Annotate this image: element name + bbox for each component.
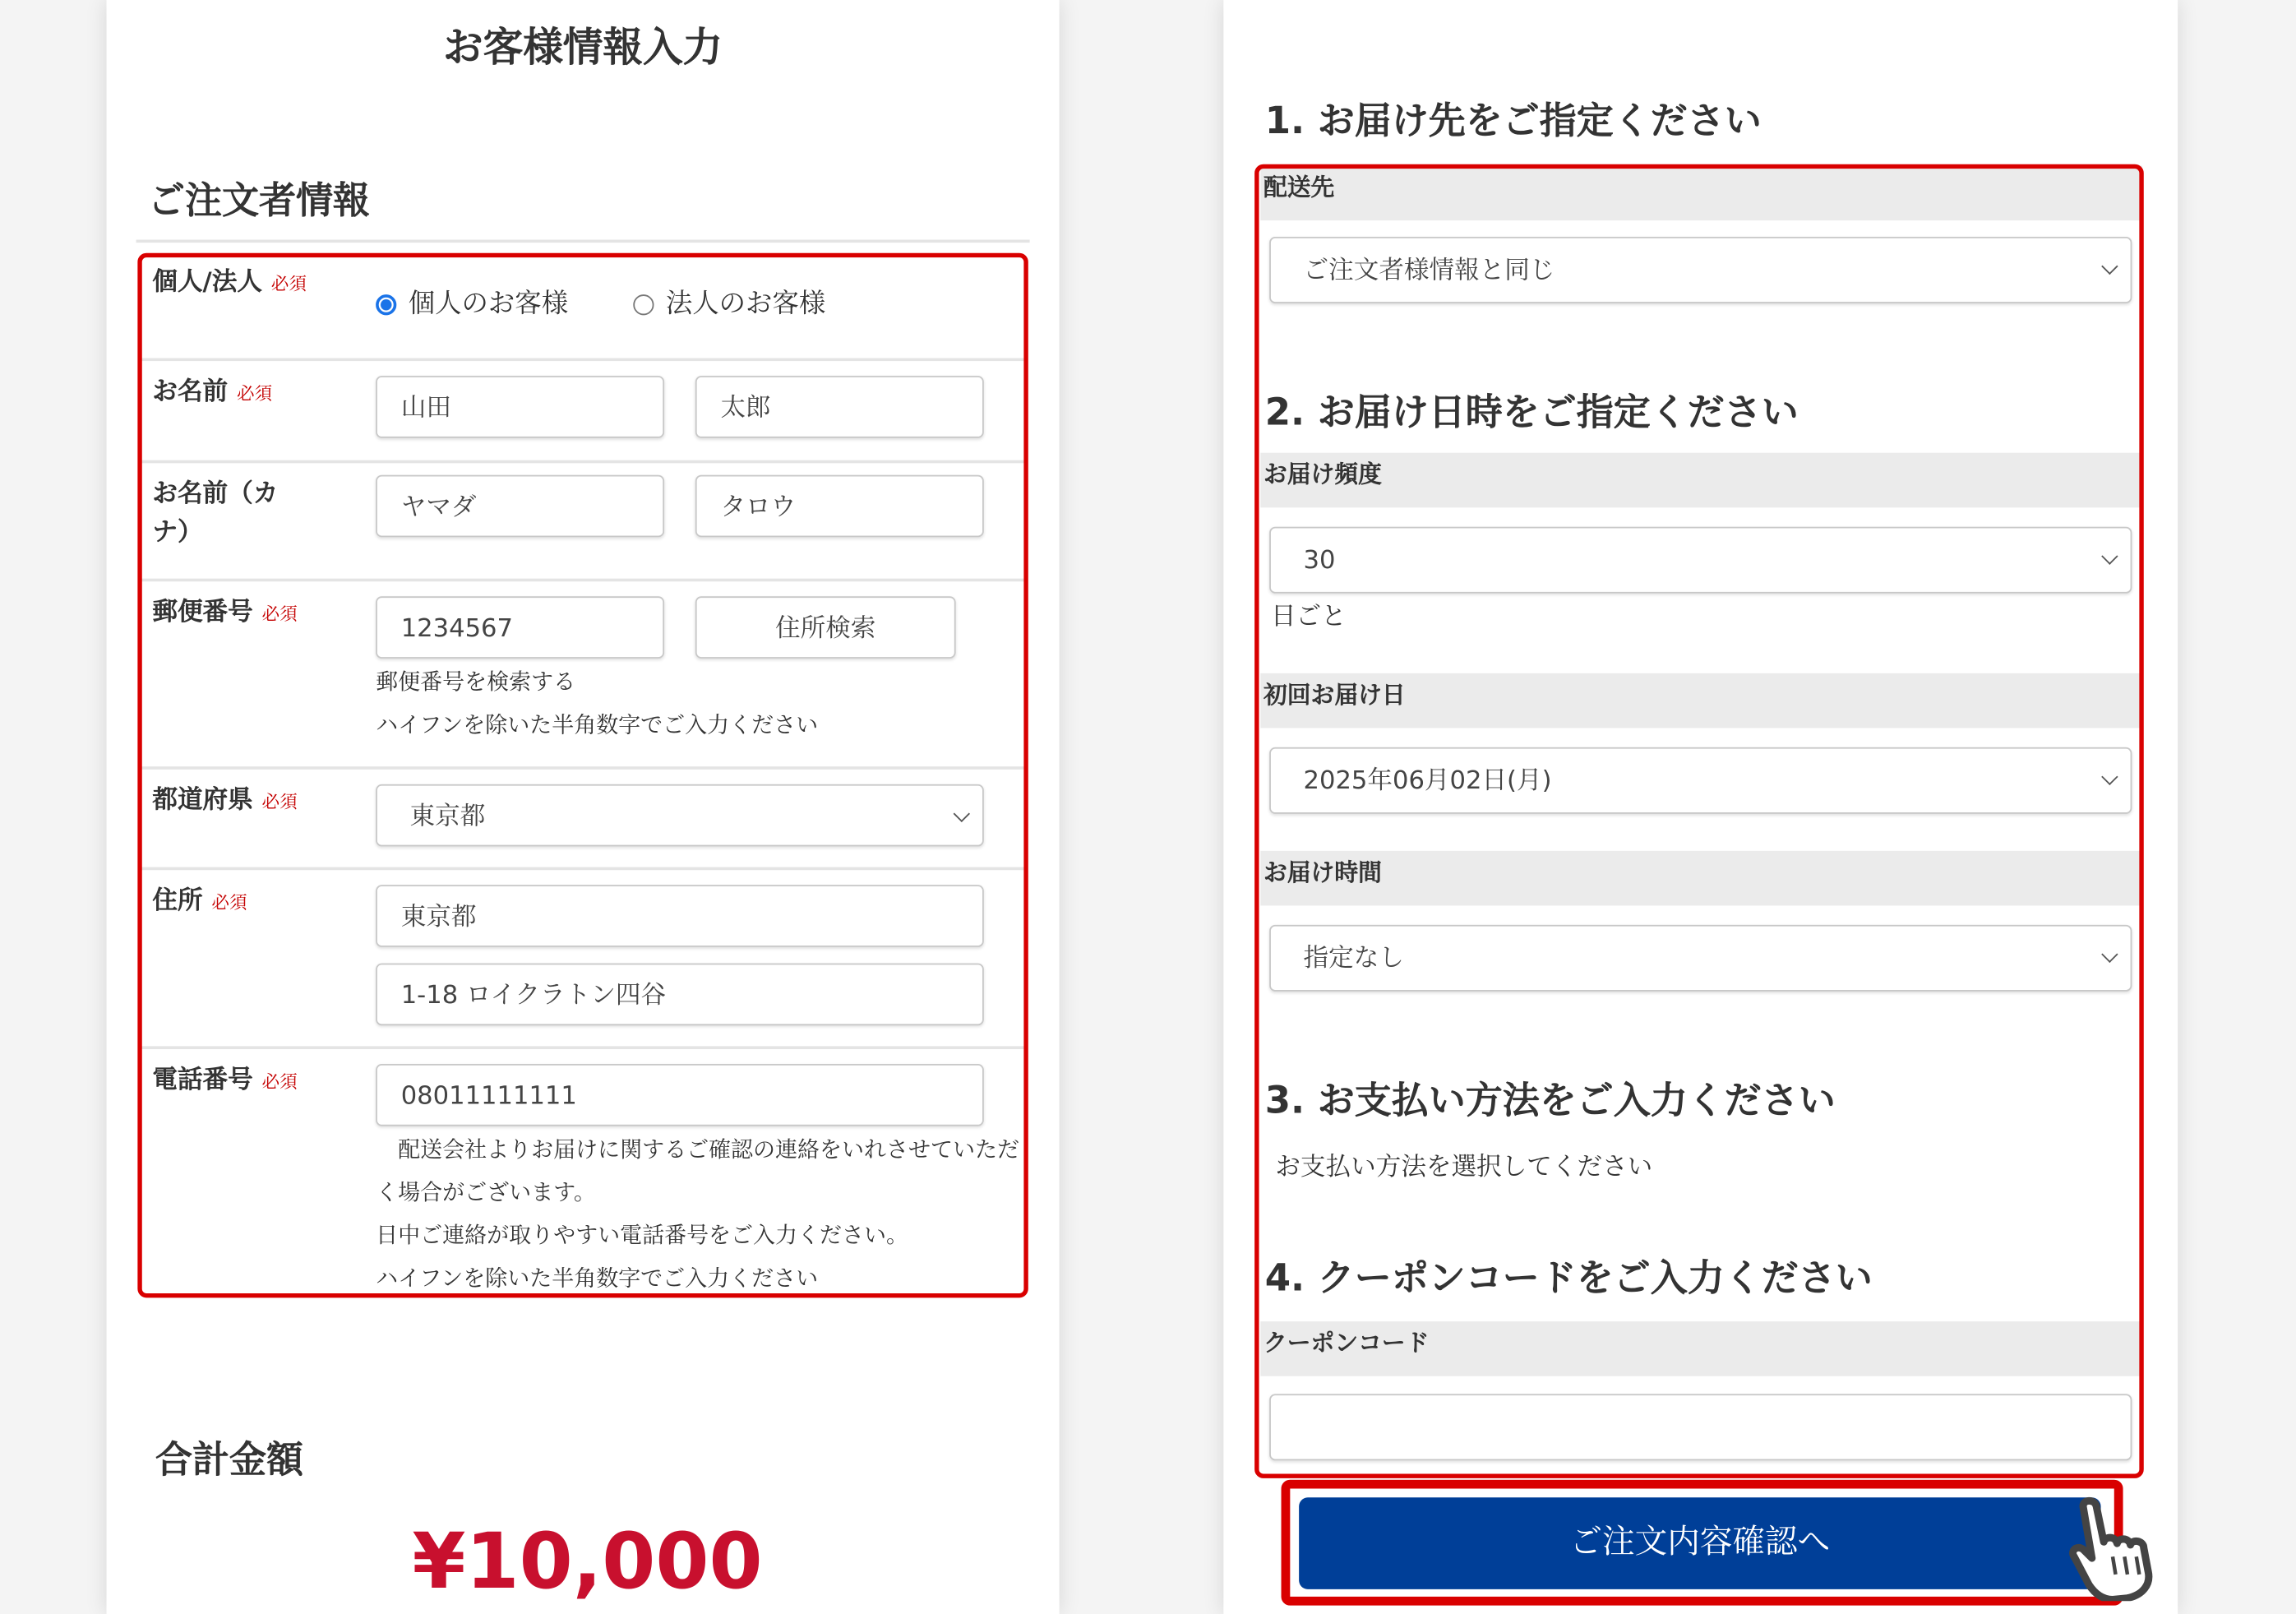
section-delivery-destination: 1. お届け先をご指定ください [1264, 99, 1762, 142]
label: お届け頻度 [1263, 460, 1382, 488]
required-badge: 必須 [211, 892, 247, 913]
section-payment: 3. お支払い方法をご入力ください [1264, 1078, 1836, 1122]
label: 電話番号 [152, 1065, 253, 1095]
address-search-button[interactable]: 住所検索 [695, 596, 956, 659]
last-name-kana-input[interactable]: ヤマダ [376, 475, 664, 538]
postal-search-link[interactable]: 郵便番号を検索する [376, 668, 576, 696]
required-badge: 必須 [236, 383, 273, 405]
page-title: お客様情報入力 [443, 25, 723, 72]
label: お届け時間 [1263, 858, 1382, 887]
highlight-frame [1254, 164, 2144, 1478]
label: 郵便番号 [152, 598, 253, 628]
label: 個人/法人 [152, 267, 262, 298]
label: クーポンコード [1263, 1329, 1430, 1357]
first-name-kana-input[interactable]: タロウ [695, 475, 984, 538]
last-name-input[interactable]: 山田 [376, 376, 664, 438]
select-value: 30 [1303, 546, 1336, 576]
total-label: 合計金額 [155, 1438, 303, 1482]
phone-note: 日中ご連絡が取りやすい電話番号をご入力ください。 [376, 1222, 909, 1249]
phone-note: 配送会社よりお届けに関するご確認の連絡をいれさせていただく場合がございます。 [376, 1136, 1020, 1206]
first-name-input[interactable]: 太郎 [695, 376, 984, 438]
button-label: ご注文内容確認へ [1569, 1524, 1831, 1561]
label: お名前（カナ） [152, 479, 279, 548]
required-badge: 必須 [261, 1071, 298, 1093]
required-badge: 必須 [270, 273, 307, 295]
radio-label: 個人のお客様 [408, 288, 569, 320]
select-value: 東京都 [409, 802, 486, 832]
section-title: ご注文者情報 [147, 178, 370, 222]
section-coupon: 4. クーポンコードをご入力ください [1264, 1256, 1873, 1300]
required-badge: 必須 [261, 604, 298, 625]
required-badge: 必須 [261, 791, 298, 813]
select-value: 指定なし [1303, 944, 1404, 974]
label: お名前 [152, 377, 229, 407]
phone-input[interactable]: 08011111111 [376, 1064, 984, 1126]
order-confirm-button[interactable] [1299, 1497, 2100, 1589]
address-line1-input[interactable]: 東京都 [376, 885, 984, 947]
divider [136, 240, 1030, 243]
select-value: ご注文者様情報と同じ [1303, 256, 1555, 286]
label: 都道府県 [152, 785, 253, 816]
address-line2-input[interactable]: 1-18 ロイクラトン四谷 [376, 964, 984, 1026]
highlight-frame [137, 253, 1028, 1298]
label: 住所 [152, 886, 203, 917]
phone-note: ハイフンを除いた半角数字でご入力ください [376, 1265, 819, 1293]
payment-note: お支払い方法を選択してください [1275, 1152, 1653, 1182]
select-value: 2025年06月02日(月) [1303, 766, 1552, 797]
postal-hint: ハイフンを除いた半角数字でご入力ください [376, 711, 819, 739]
label: 配送先 [1263, 173, 1335, 201]
label: 初回お届け日 [1263, 680, 1406, 710]
postal-code-input[interactable]: 1234567 [376, 596, 664, 659]
customer-info-panel [107, 0, 1060, 1614]
hand-pointer-icon [2068, 1495, 2166, 1602]
section-delivery-datetime: 2. お届け日時をご指定ください [1264, 391, 1799, 434]
total-price: ¥10,000 [412, 1518, 763, 1607]
frequency-unit: 日ごと [1270, 602, 1347, 632]
radio-label: 法人のお客様 [665, 288, 826, 320]
